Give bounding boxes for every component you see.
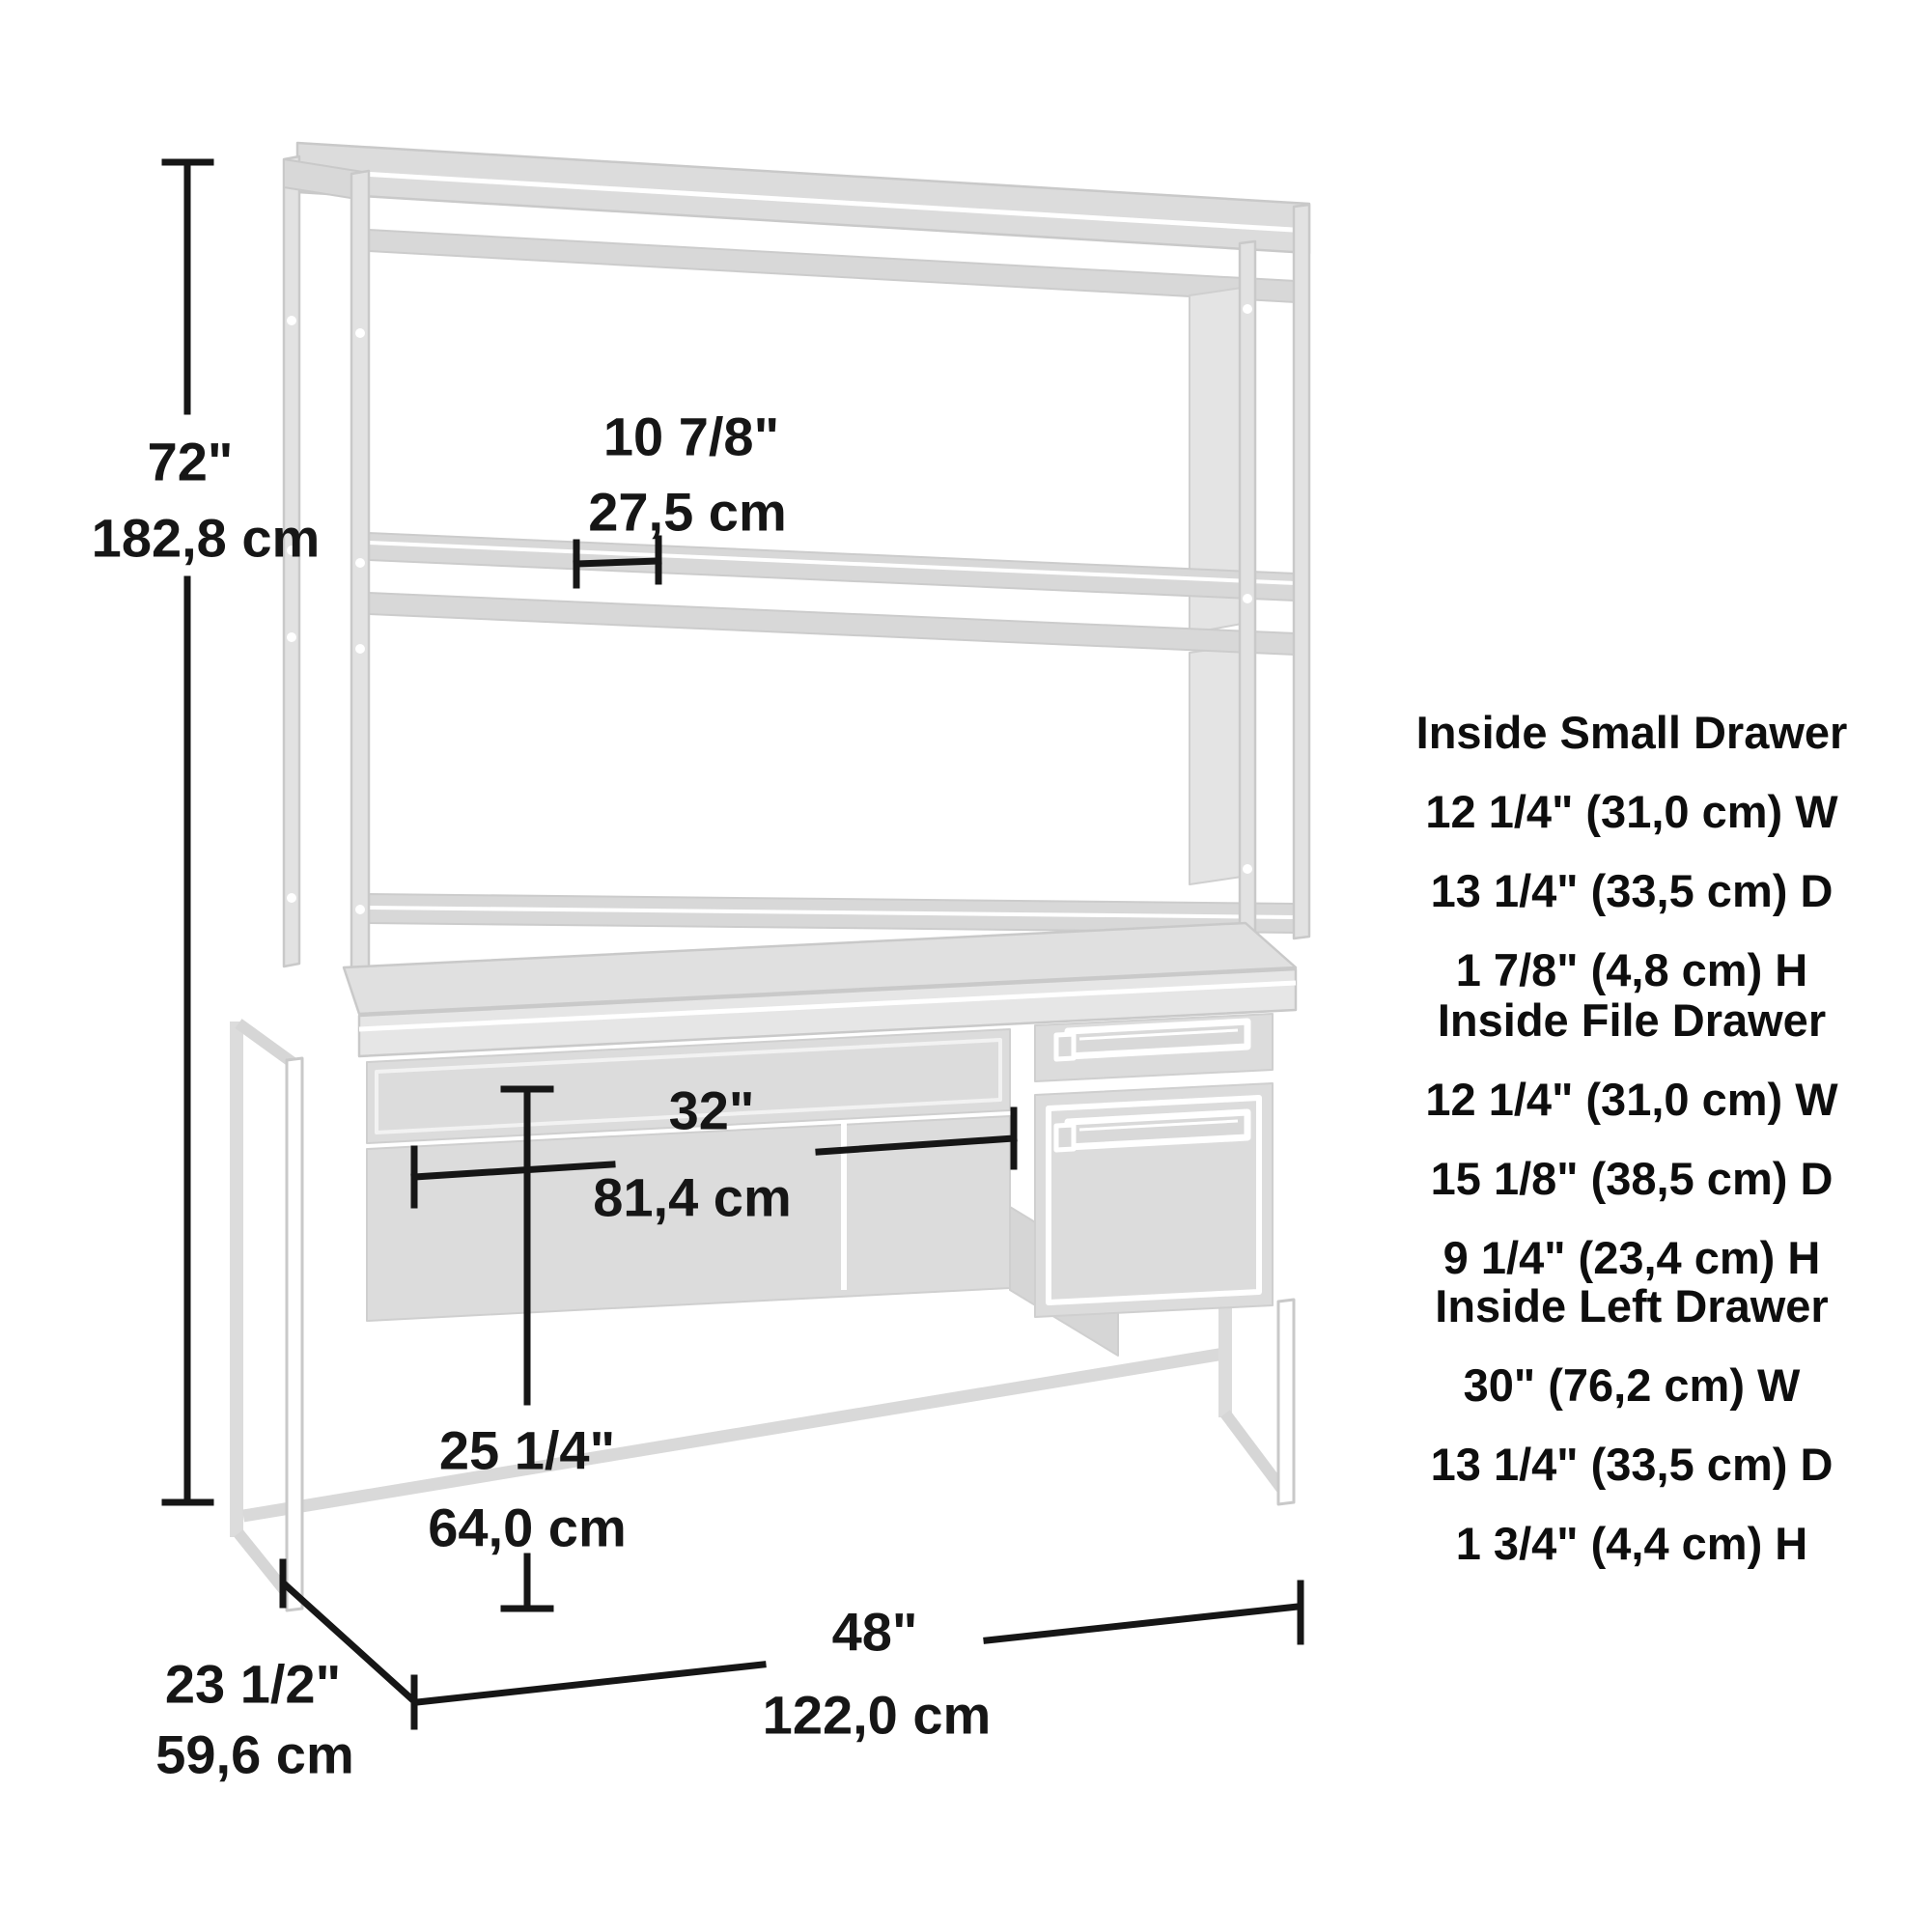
height-label-cm: 182,8 cm xyxy=(91,507,321,569)
depth-label-in: 23 1/2" xyxy=(164,1653,342,1715)
width-label-cm: 122,0 cm xyxy=(762,1684,992,1746)
shelf-label-cm: 27,5 cm xyxy=(588,481,787,543)
shelf-label-in: 10 7/8" xyxy=(602,406,780,467)
desk-left-top-rail xyxy=(238,1023,294,1064)
dim-height-line xyxy=(165,162,210,1502)
hutch-right-inner-post xyxy=(1240,241,1255,943)
clearance-height-label-cm: 64,0 cm xyxy=(428,1497,627,1558)
note-line: 30" (76,2 cm) W xyxy=(1463,1359,1801,1411)
note-line: 13 1/4" (33,5 cm) D xyxy=(1430,865,1834,916)
clearance-height-label-in: 25 1/4" xyxy=(438,1419,616,1481)
clearance-width-label-in: 32" xyxy=(668,1079,755,1141)
desk xyxy=(237,923,1296,1610)
hutch xyxy=(284,143,1309,972)
desk-rear-stretcher xyxy=(243,1354,1224,1516)
note-title: Inside Small Drawer xyxy=(1415,707,1848,758)
hutch-middle-shelf-2 xyxy=(369,593,1296,655)
note-title: Inside File Drawer xyxy=(1437,994,1827,1046)
hutch-right-outer-post xyxy=(1294,205,1309,938)
note-title: Inside Left Drawer xyxy=(1435,1280,1829,1331)
note-line: 12 1/4" (31,0 cm) W xyxy=(1425,1074,1838,1125)
note-inside-left-drawer xyxy=(1342,1267,1921,1583)
note-line: 1 7/8" (4,8 cm) H xyxy=(1455,944,1808,995)
note-line: 1 3/4" (4,4 cm) H xyxy=(1455,1518,1808,1569)
note-inside-file-drawer xyxy=(1342,981,1921,1298)
note-line: 12 1/4" (31,0 cm) W xyxy=(1425,786,1838,837)
clearance-width-label-cm: 81,4 cm xyxy=(593,1166,792,1228)
hutch-left-inner-post xyxy=(351,171,369,972)
note-line: 13 1/4" (33,5 cm) D xyxy=(1430,1439,1834,1490)
depth-label-cm: 59,6 cm xyxy=(155,1723,354,1785)
note-line: 15 1/8" (38,5 cm) D xyxy=(1430,1153,1834,1204)
desk-left-front-leg xyxy=(287,1058,302,1610)
desk-right-front-leg xyxy=(1278,1300,1294,1504)
hutch-middle-shelf xyxy=(369,533,1296,601)
note-line: 9 1/4" (23,4 cm) H xyxy=(1442,1232,1821,1283)
note-inside-small-drawer xyxy=(1342,693,1921,1010)
width-label-in: 48" xyxy=(831,1601,918,1663)
height-label-in: 72" xyxy=(147,431,234,492)
